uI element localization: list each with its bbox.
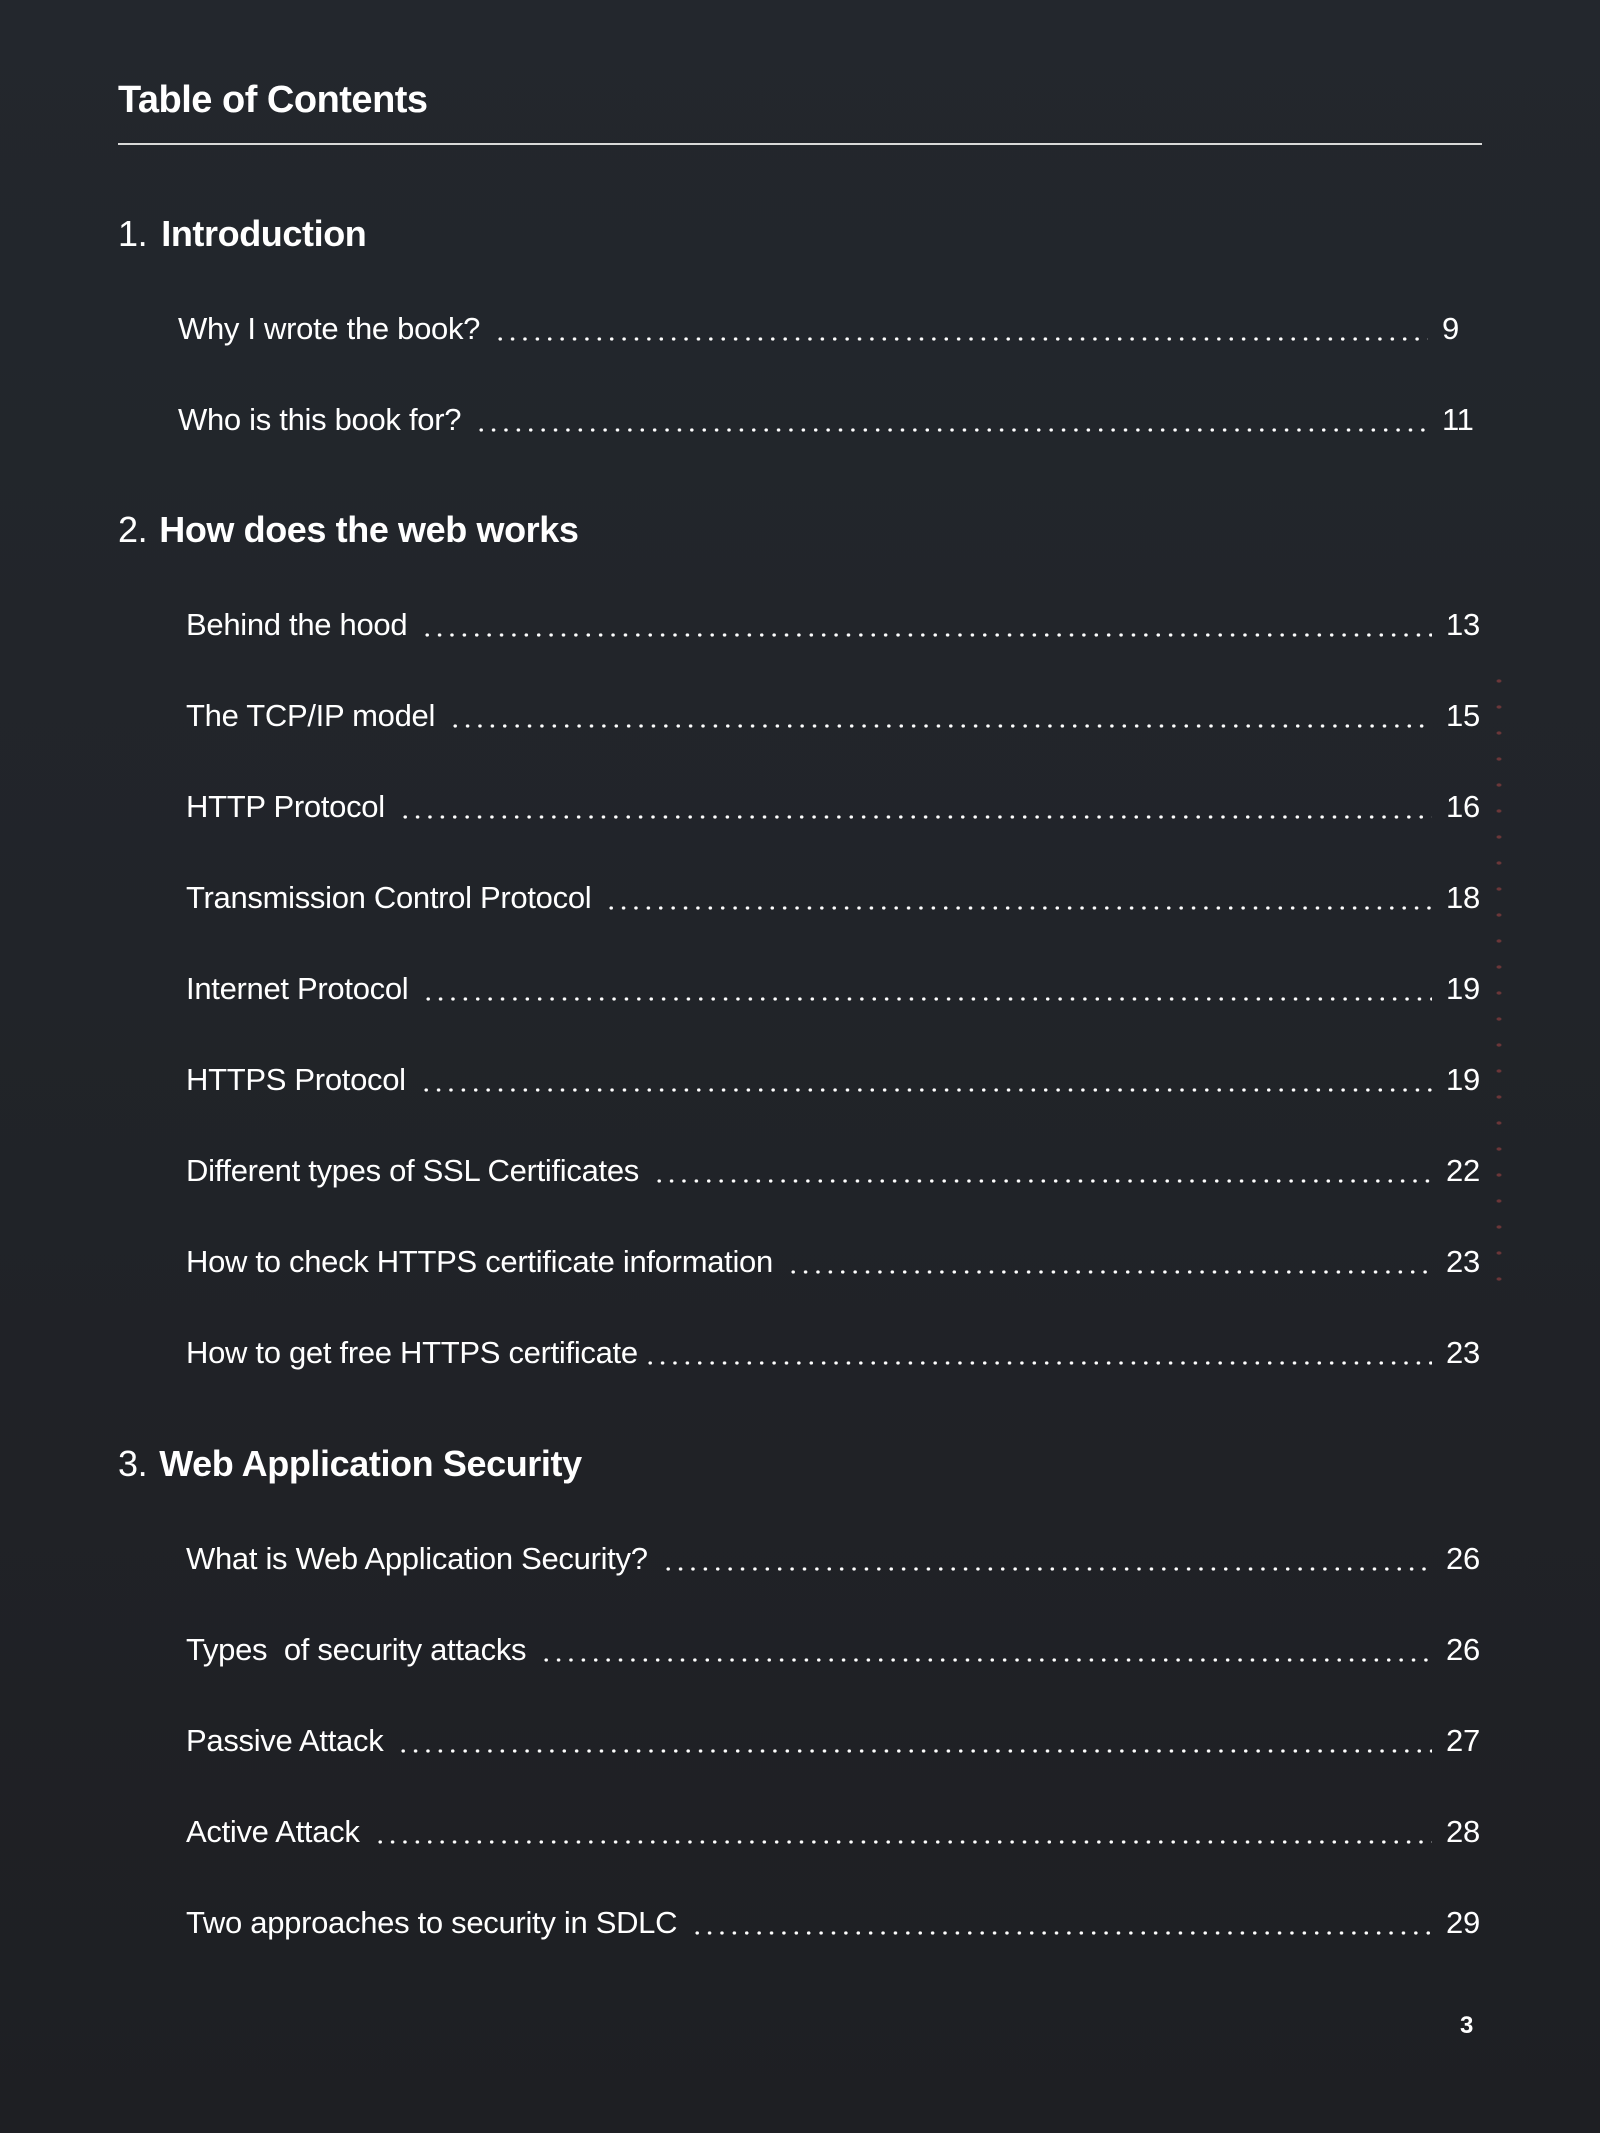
toc-entry-label: How to check HTTPS certificate information: [186, 1244, 773, 1279]
section-heading-web-works[interactable]: [118, 508, 579, 552]
toc-entry[interactable]: [186, 605, 1482, 645]
toc-entry-page: 29: [1446, 1905, 1480, 1940]
toc-entry[interactable]: [186, 1151, 1482, 1191]
toc-entry-label: How to get free HTTPS certificate: [186, 1335, 638, 1370]
section-heading-web-app-security[interactable]: [118, 1442, 582, 1486]
dot-leader: [397, 1749, 1432, 1753]
toc-entry-label: Why I wrote the book?: [178, 311, 481, 346]
toc-entry[interactable]: [186, 1060, 1482, 1100]
toc-entry-label: The TCP/IP model: [186, 698, 436, 733]
dot-leader: [605, 906, 1432, 910]
side-decoration: [1495, 668, 1503, 1298]
toc-entry-page: 23: [1446, 1244, 1480, 1279]
page-number: 3: [1460, 2012, 1474, 2039]
toc-entry-page: 26: [1446, 1632, 1480, 1667]
toc-entry-page: 11: [1442, 402, 1474, 437]
toc-entry[interactable]: [178, 309, 1482, 349]
toc-entry-label: Who is this book for?: [178, 402, 462, 437]
toc-entry-page: 19: [1446, 1062, 1480, 1097]
toc-entry[interactable]: [186, 1333, 1482, 1373]
dot-leader: [449, 724, 1432, 728]
toc-entry-page: 22: [1446, 1153, 1480, 1188]
toc-entry-label: Passive Attack: [186, 1723, 384, 1758]
section-number: 2.: [118, 509, 148, 550]
toc-entry-label: Transmission Control Protocol: [186, 880, 592, 915]
title-divider: [118, 143, 1482, 145]
toc-entry[interactable]: [186, 1903, 1482, 1943]
toc-entry[interactable]: [186, 878, 1482, 918]
toc-entry-label: What is Web Application Security?: [186, 1541, 648, 1576]
toc-entry-page: 15: [1446, 698, 1480, 733]
toc-entry-label: Different types of SSL Certificates: [186, 1153, 639, 1188]
toc-entry[interactable]: [186, 1242, 1482, 1282]
toc-entry-label: HTTPS Protocol: [186, 1062, 406, 1097]
section-number: 1.: [118, 213, 148, 254]
toc-entry-page: 26: [1446, 1541, 1480, 1576]
toc-entry[interactable]: [186, 1539, 1482, 1579]
toc-entry-label: Two approaches to security in SDLC: [186, 1905, 678, 1940]
toc-entry-page: 28: [1446, 1814, 1480, 1849]
section-number: 3.: [118, 1443, 148, 1484]
toc-entry-label: Internet Protocol: [186, 971, 409, 1006]
toc-entry-page: 13: [1446, 607, 1480, 642]
dot-leader: [691, 1931, 1432, 1935]
dot-leader: [787, 1270, 1432, 1274]
dot-leader: [399, 815, 1432, 819]
dot-leader: [662, 1567, 1432, 1571]
toc-entry[interactable]: [186, 696, 1482, 736]
page-title: Table of Contents: [118, 79, 428, 121]
toc-entry[interactable]: [186, 787, 1482, 827]
toc-entry[interactable]: [186, 1630, 1482, 1670]
dot-leader: [422, 997, 1432, 1001]
toc-entry-label: Types of security attacks: [186, 1632, 527, 1667]
toc-entry-page: 23: [1446, 1335, 1480, 1370]
toc-entry[interactable]: [186, 969, 1482, 1009]
dot-leader: [540, 1658, 1432, 1662]
toc-entry-label: HTTP Protocol: [186, 789, 385, 824]
toc-entry[interactable]: [178, 400, 1482, 440]
dot-leader: [644, 1361, 1432, 1365]
dot-leader: [374, 1840, 1432, 1844]
dot-leader: [494, 337, 1428, 341]
toc-entry-page: 18: [1446, 880, 1480, 915]
dot-leader: [653, 1179, 1432, 1183]
toc-entry[interactable]: [186, 1812, 1482, 1852]
section-title: Web Application Security: [159, 1443, 582, 1484]
toc-entry-page: 27: [1446, 1723, 1480, 1758]
dot-leader: [475, 428, 1428, 432]
toc-entry[interactable]: [186, 1721, 1482, 1761]
toc-entry-page: 9: [1442, 311, 1459, 346]
toc-entry-page: 19: [1446, 971, 1480, 1006]
section-title: How does the web works: [159, 509, 579, 550]
toc-entry-label: Active Attack: [186, 1814, 360, 1849]
section-title: Introduction: [161, 213, 367, 254]
section-heading-introduction[interactable]: [118, 212, 366, 256]
dot-leader: [421, 633, 1432, 637]
toc-entry-page: 16: [1446, 789, 1480, 824]
toc-entry-label: Behind the hood: [186, 607, 408, 642]
dot-leader: [420, 1088, 1432, 1092]
